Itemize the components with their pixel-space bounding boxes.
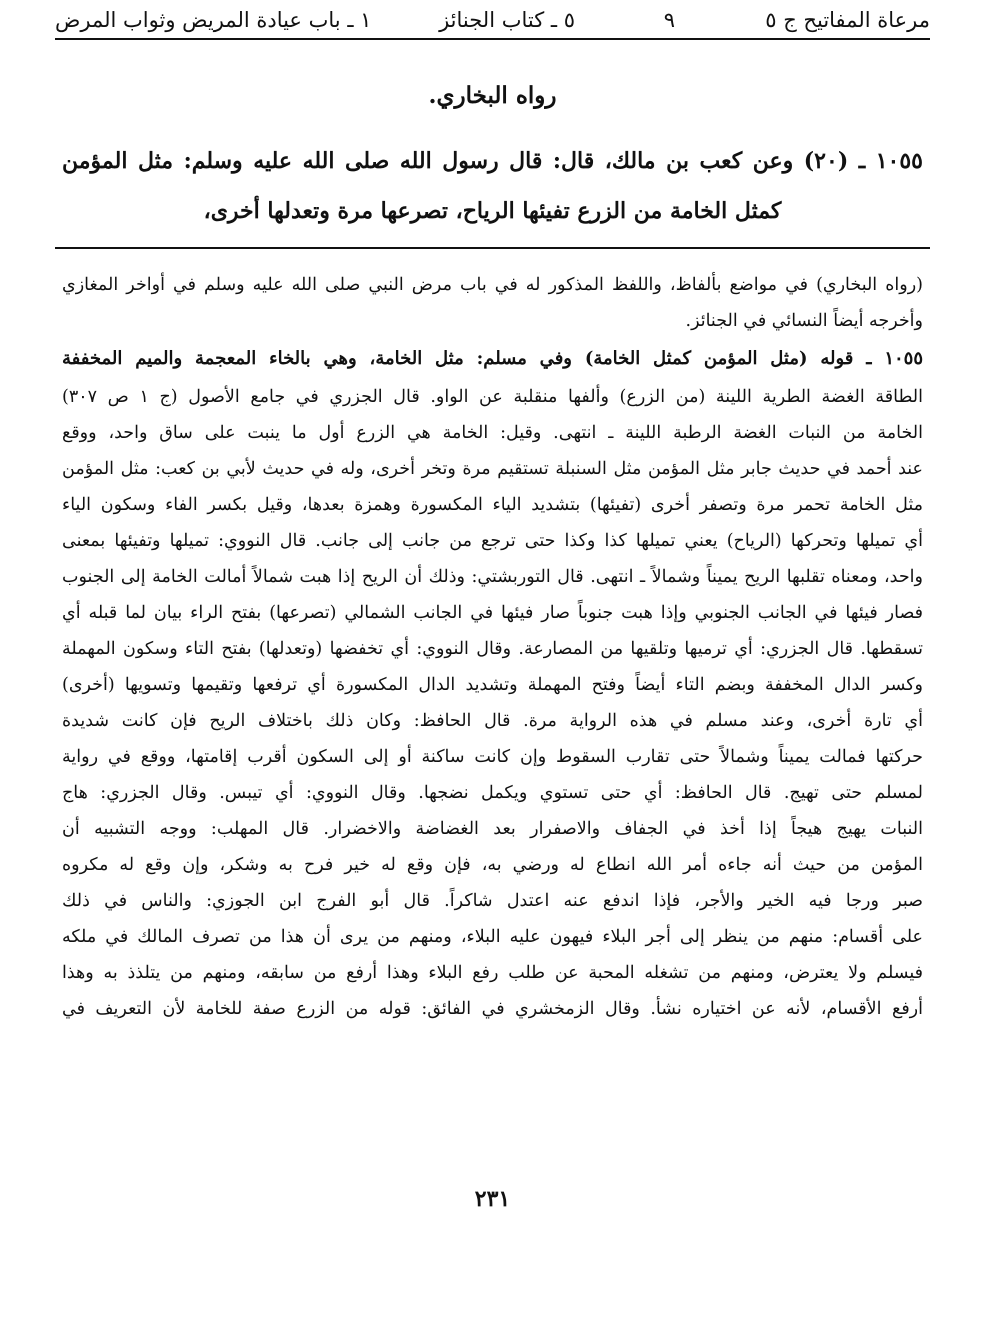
section-rule [55,247,930,249]
header-book-title: مرعاة المفاتيح ج ٥ [765,8,930,32]
running-header [55,2,930,38]
commentary-line: فصار فيئها في الجانب الجنوبي وإذا هبت جنوباً صار فيئها في الجانب الشمالي (تصرعها) بفتح الراء بيان لما قبله أي [62,603,923,623]
commentary-line: لمسلم حتى تهيج. قال الحافظ: أي حتى تستوي ويكمل نضجها. وقال النووي: أي تيبس. وقال الجزري: هاج [62,783,923,803]
commentary-line: وكسر الدال المخففة وبضم التاء أيضاً وفتح المهملة وتشديد الدال المكسورة أي ترفعها وتقيمها وتسويها (أخرى) [62,675,923,695]
commentary-line: مثل الخامة تحمر مرة وتصفر أخرى (تفيئها) بتشديد الياء المكسورة وهمزة بعدها، وقيل بكسر الفاء وسكون الياء [62,495,923,515]
commentary-line: تسقطها. قال الجزري: أي ترميها وتلقيها من المصارعة. وقال النووي: أي تخفضها (وتعدلها) بفتح التاء وسكون المهملة [62,639,923,659]
commentary-line: عند أحمد في حديث جابر مثل المؤمن مثل السنبلة تستقيم مرة وتخر أخرى، وله في حديث لأبي بن كعب: مثل المؤمن [62,459,923,479]
hadith-line: ١٠٥٥ ـ (٢٠) وعن كعب بن مالك، قال: قال رسول الله صلى الله عليه وسلم: مثل المؤمن [62,148,923,174]
page-number: ٢٣١ [474,1186,511,1212]
commentary-line: المؤمن من حيث أنه جاءه أمر الله انطاع له ورضي به، فإن وقع له خير فرح به وشكر، وإن وقع له مكروه [62,855,923,875]
hadith-source-note: رواه البخاري. [428,82,557,109]
hadith-line: كمثل الخامة من الزرع تفيئها الرياح، تصرعها مرة وتعدلها أخرى، [203,198,782,224]
commentary-line: فيسلم ولا يعترض، ومنهم من تشغله المحبة عن طلب رفع البلاء وهذا أرفع من سابقه، ومنهم من يتلذذ به وهذا [62,963,923,983]
header-marker: ٩ [663,8,675,32]
commentary-line: أي تميلها وتحركها (الرياح) يعني تميلها كذا وكذا حتى ترجع من جانب إلى جانب. قال النووي: تميلها وتفيئها بمعنى [62,531,923,551]
commentary-line: (رواه البخاري) في مواضع بألفاظ، واللفظ المذكور له في باب مرض النبي صلى الله عليه وسلم في أواخر المغازي [62,275,923,295]
commentary-text [62,268,923,1028]
header-bab-title: ١ ـ باب عيادة المريض وثواب المرض [55,8,372,32]
commentary-line: حركتها فمالت يميناً وشمالاً حتى تقارب السقوط وإن كانت ساكنة أو إلى السكون أقرب إقامتها، ووقع في رواية [62,747,923,767]
commentary-line: على أقسام: منهم من ينظر إلى أجر البلاء فيهون عليه البلاء، ومنهم من يرى أن هذا من تصرف المالك في ملكه [62,927,923,947]
commentary-line: الطاقة الغضة الطرية اللينة (من الزرع) وألفها منقلبة عن الواو. قال الجزري في جامع الأصول (ج ١ ص ٣٠٧) [62,387,923,407]
header-kitab-title: ٥ ـ كتاب الجنائز [439,8,575,32]
commentary-line: النبات يهيج هيجاً إذا أخذ في الجفاف والاصفرار بعد الغضاضة والاخضرار. قال المهلب: ووجه التشبيه أن [62,819,923,839]
commentary-line: واحد، ومعناه تقلبها الريح يميناً وشمالاً ـ انتهى. قال التوربشتي: وذلك أن الريح إذا هبت شمالاً أمالت الخامة إلى الجنوب [62,567,923,587]
commentary-line: أرفع الأقسام، لأنه عن اختياره نشأ. وقال الزمخشري في الفائق: قوله من الزرع صفة للخامة لأن التعريف في [62,999,923,1019]
commentary-line: أي تارة أخرى، وعند مسلم في هذه الرواية مرة. قال الحافظ: وكان ذلك باختلاف الريح فإن كانت شديدة [62,711,923,731]
hadith-text [62,138,923,238]
commentary-line: وأخرجه أيضاً النسائي في الجنائز. [685,311,923,331]
header-rule [55,38,930,40]
commentary-line: صبر ورجا فيه الخير والأجر، فإذا اندفع عنه اعتدل شاكراً. قال أبو الفرج ابن الجوزي: والناس في ذلك [62,891,923,911]
commentary-line: ١٠٥٥ ـ قوله (مثل المؤمن كمثل الخامة) وفي مسلم: مثل الخامة، وهي بالخاء المعجمة والميم المخففة [62,348,923,369]
commentary-line: الخامة من النبات الغضة الرطبة اللينة ـ انتهى. وقيل: الخامة هي الزرع أول ما ينبت على ساق واحد، ووقع [62,423,923,443]
